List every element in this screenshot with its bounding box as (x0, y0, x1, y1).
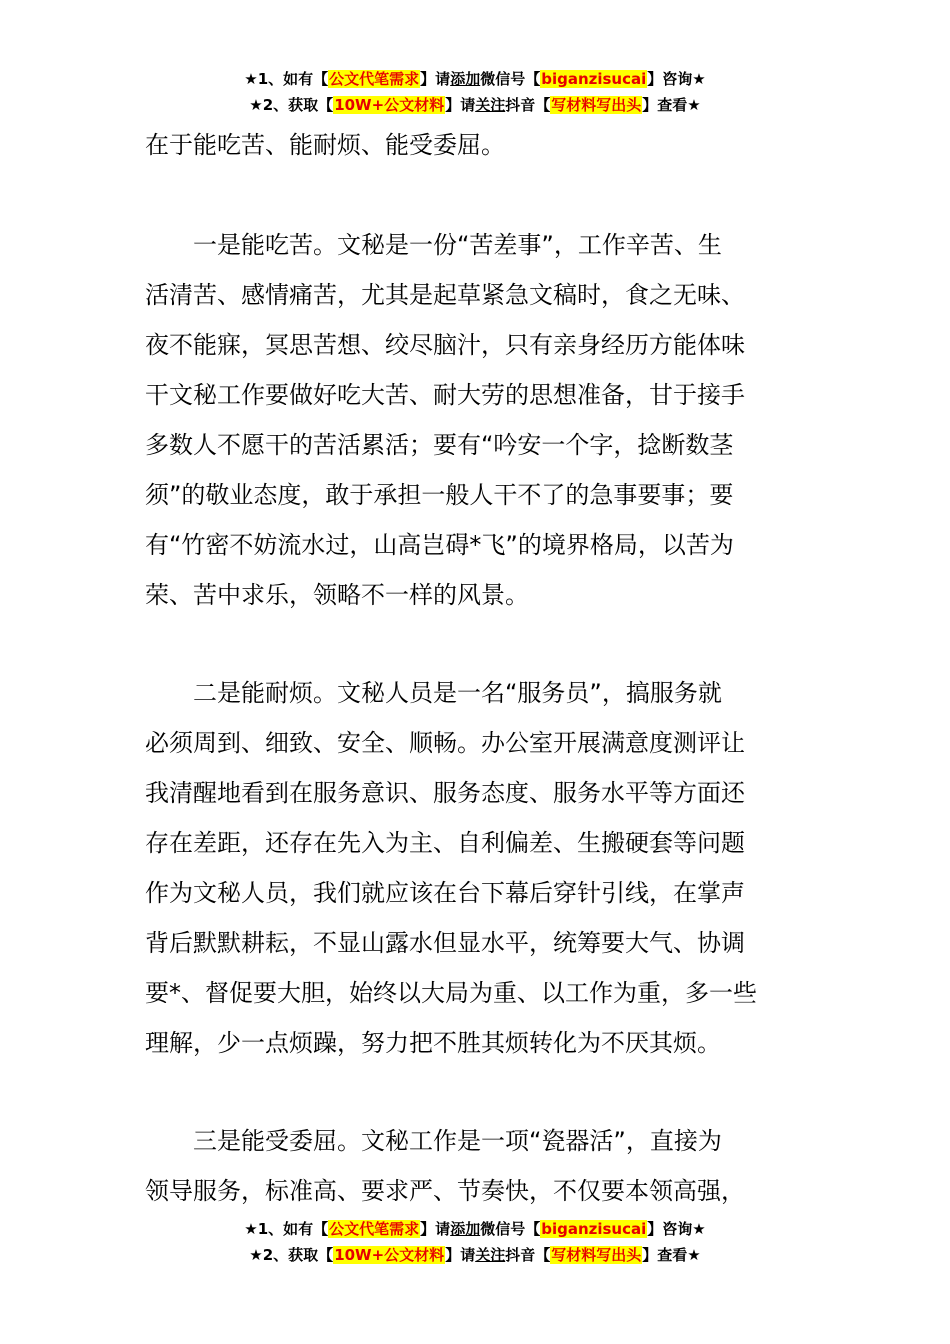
text-line: 在于能吃苦、能耐烦、能受委屈。 (145, 131, 505, 159)
text-line: 干文秘工作要做好吃大苦、耐大劳的思想准备，甘于接手 (145, 381, 745, 409)
paragraph-1 (145, 220, 810, 620)
banner-text: 】请 (420, 1220, 451, 1238)
banner-text: 】咨询★ (647, 70, 706, 88)
highlight-text: 公文代笔需求 (329, 70, 420, 88)
banner-text: 微信号【 (480, 1220, 541, 1238)
footer-banner (0, 1216, 950, 1268)
banner-text: 】请 (445, 1246, 476, 1264)
banner-text: 微信号【 (480, 70, 541, 88)
underlined-text: 添加 (450, 70, 481, 88)
underlined-text: 关注 (475, 96, 506, 114)
banner-text: 抖音【 (505, 96, 551, 114)
text-line: 必须周到、细致、安全、顺畅。办公室开展满意度测评让 (145, 729, 745, 757)
highlight-text: 10W+公文材料 (334, 96, 445, 114)
text-line: 作为文秘人员，我们就应该在台下幕后穿针引线，在掌声 (145, 879, 745, 907)
text-line: 活清苦、感情痛苦，尤其是起草紧急文稿时，食之无味、 (145, 281, 745, 309)
text-line: 一是能吃苦。文秘是一份“苦差事”，工作辛苦、生 (193, 231, 722, 259)
paragraph-2 (145, 668, 810, 1068)
text-line: 存在差距，还存在先入为主、自利偏差、生搬硬套等问题 (145, 829, 745, 857)
banner-line-1 (0, 1216, 950, 1242)
intro-paragraph (145, 120, 810, 170)
text-line: 要*、督促要大胆，始终以大局为重、以工作为重，多一些 (145, 979, 757, 1007)
header-banner (0, 66, 950, 118)
text-line: 背后默默耕耘，不显山露水但显水平，统筹要大气、协调 (145, 929, 745, 957)
banner-text: 】查看★ (642, 1246, 701, 1264)
banner-text: 】咨询★ (647, 1220, 706, 1238)
wechat-id: biganzisucai (541, 70, 647, 88)
banner-text: ★1、如有【 (244, 70, 329, 88)
text-line: 我清醒地看到在服务意识、服务态度、服务水平等方面还 (145, 779, 745, 807)
text-line: 荣、苦中求乐，领略不一样的风景。 (145, 581, 529, 609)
banner-text: 】请 (445, 96, 476, 114)
banner-text: ★2、获取【 (249, 96, 334, 114)
douyin-account: 写材料写出头 (551, 1246, 642, 1264)
banner-line-2 (0, 1242, 950, 1268)
banner-text: ★1、如有【 (244, 1220, 329, 1238)
banner-text: 抖音【 (505, 1246, 551, 1264)
wechat-id: biganzisucai (541, 1220, 647, 1238)
text-line: 领导服务，标准高、要求严、节奏快，不仅要本领高强， (145, 1177, 745, 1205)
highlight-text: 10W+公文材料 (334, 1246, 445, 1264)
text-line: 有“竹密不妨流水过，山高岂碍*飞”的境界格局，以苦为 (145, 531, 734, 559)
banner-text: 】查看★ (642, 96, 701, 114)
banner-text: ★2、获取【 (249, 1246, 334, 1264)
text-line: 理解，少一点烦躁，努力把不胜其烦转化为不厌其烦。 (145, 1029, 721, 1057)
douyin-account: 写材料写出头 (551, 96, 642, 114)
text-line: 三是能受委屈。文秘工作是一项“瓷器活”，直接为 (193, 1127, 722, 1155)
highlight-text: 公文代笔需求 (329, 1220, 420, 1238)
banner-line-1 (0, 66, 950, 92)
banner-text: 】请 (420, 70, 451, 88)
underlined-text: 添加 (450, 1220, 481, 1238)
text-line: 二是能耐烦。文秘人员是一名“服务员”，搞服务就 (193, 679, 722, 707)
banner-line-2 (0, 92, 950, 118)
text-line: 须”的敬业态度，敢于承担一般人干不了的急事要事；要 (145, 481, 734, 509)
underlined-text: 关注 (475, 1246, 506, 1264)
paragraph-3 (145, 1116, 810, 1216)
text-line: 多数人不愿干的苦活累活；要有“吟安一个字，捻断数茎 (145, 431, 734, 459)
text-line: 夜不能寐，冥思苦想、绞尽脑汁，只有亲身经历方能体味 (145, 331, 745, 359)
